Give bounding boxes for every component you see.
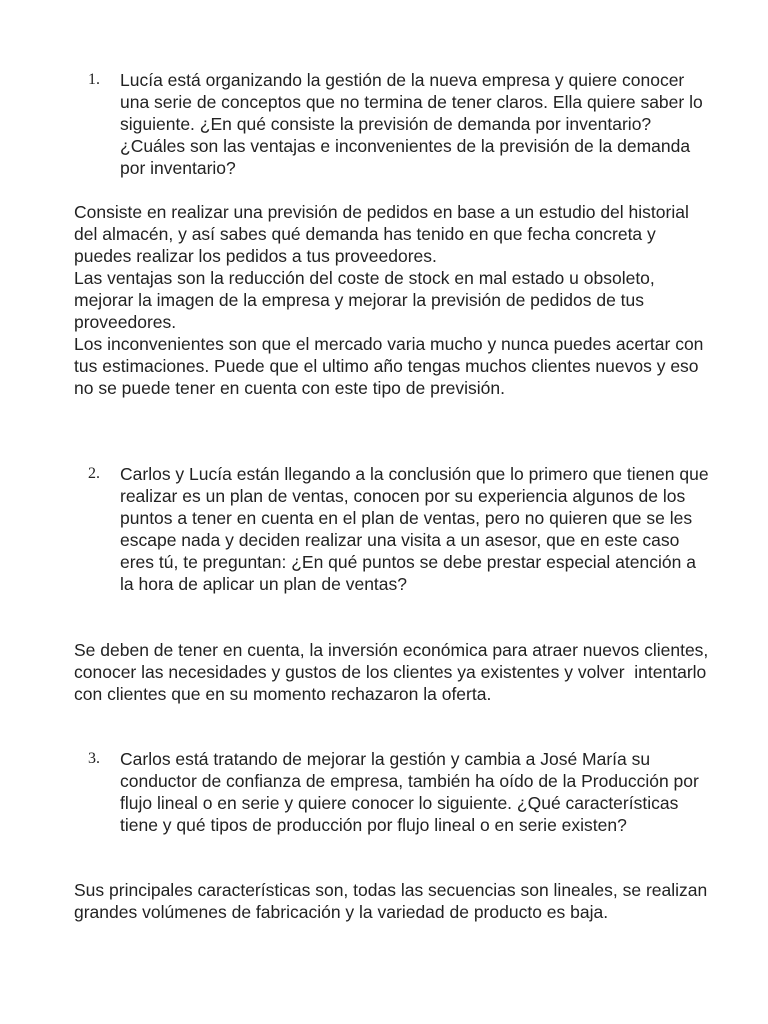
question-number: 3. — [88, 750, 100, 767]
answer-2 — [74, 639, 714, 705]
answer-1 — [74, 201, 714, 399]
answer-paragraph: Se deben de tener en cuenta, la inversión económica para atraer nuevos clientes, conocer las necesidades y gustos de los clientes ya existentes y volver intentarlo con clientes que en su momento rechazaron la oferta. — [74, 640, 714, 704]
answer-paragraph: Los inconvenientes son que el mercado varia mucho y nunca puedes acertar con tus estimaciones. Puede que el ultimo año tengas muchos clientes nuevos y eso no se puede tener en cuenta con este tipo de previsión. — [74, 334, 704, 398]
question-2 — [74, 463, 714, 595]
question-text: Lucía está organizando la gestión de la nueva empresa y quiere conocer una serie de conceptos que no termina de tener claros. Ella quiere saber lo siguiente. ¿En qué consiste la previsión de demanda por inventario? ¿Cuáles son las ventajas e inconvenientes de la previsión de la demanda por inventario? — [120, 70, 703, 178]
question-text: Carlos y Lucía están llegando a la conclusión que lo primero que tienen que realizar es un plan de ventas, conocen por su experiencia algunos de los puntos a tener en cuenta en el plan de ventas, pero no quieren que se les escape nada y deciden realizar una visita a un asesor, que en este caso eres tú, te preguntan: ¿En qué puntos se debe prestar especial atención a la hora de aplicar un plan de ventas? — [120, 464, 709, 594]
answer-3 — [74, 879, 714, 923]
answer-paragraph: Consiste en realizar una previsión de pedidos en base a un estudio del historial del almacén, y así sabes qué demanda has tenido en que fecha concreta y puedes realizar los pedidos a tus proveedores. — [74, 202, 689, 266]
answer-paragraph: Sus principales características son, todas las secuencias son lineales, se realizan grandes volúmenes de fabricación y la variedad de producto es baja. — [74, 880, 708, 922]
question-3 — [74, 748, 714, 836]
question-number: 2. — [88, 465, 100, 482]
question-text: Carlos está tratando de mejorar la gestión y cambia a José María su conductor de confianza de empresa, también ha oído de la Producción por flujo lineal o en serie y quiere conocer lo siguiente. ¿Qué características tiene y qué tipos de producción por flujo lineal o en serie existen? — [120, 749, 699, 835]
question-number: 1. — [88, 71, 100, 88]
answer-paragraph: Las ventajas son la reducción del coste de stock en mal estado u obsoleto, mejorar la imagen de la empresa y mejorar la previsión de pedidos de tus proveedores. — [74, 268, 655, 332]
question-1 — [74, 69, 714, 179]
